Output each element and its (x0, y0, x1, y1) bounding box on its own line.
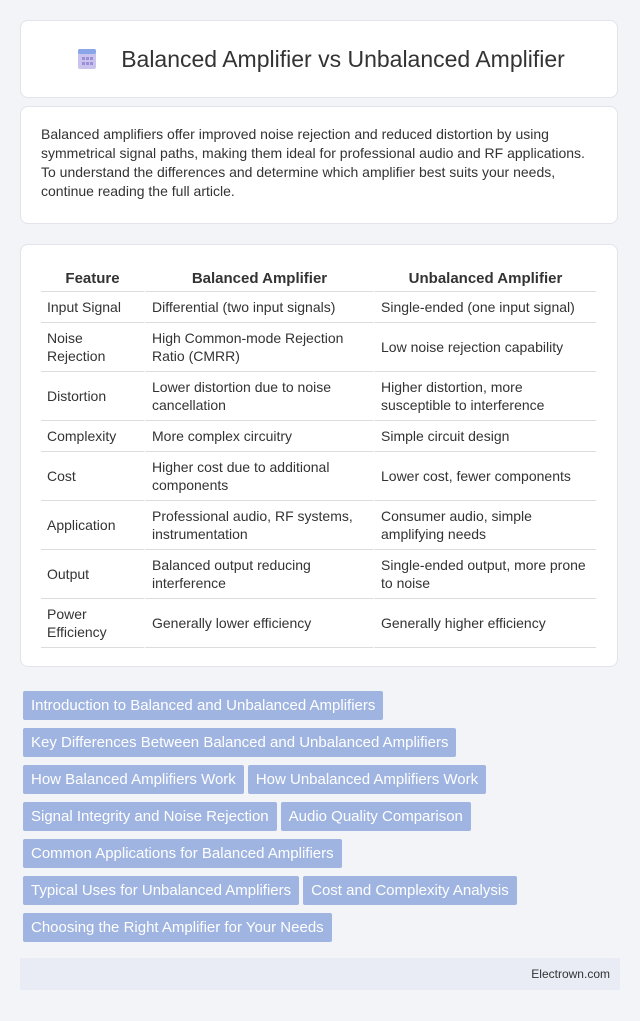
related-link[interactable]: Common Applications for Balanced Amplifiers (23, 839, 342, 868)
comparison-table-card (20, 244, 618, 667)
intro-paragraph: Balanced amplifiers offer improved noise rejection and reduced distortion by using symmetrical signal paths, making them ideal for professional audio and RF applications. To understand the differences and determine which amplifier best suits your needs, continue reading the full article. (41, 126, 585, 199)
table-cell: More complex circuitry (144, 421, 373, 452)
table-cell: Noise Rejection (41, 323, 144, 372)
table-header-row (41, 265, 596, 292)
table-cell: Generally higher efficiency (373, 599, 596, 648)
table-cell: Higher distortion, more susceptible to interference (373, 372, 596, 421)
table-cell: Balanced output reducing interference (144, 550, 373, 599)
table-cell: Lower cost, fewer components (373, 452, 596, 501)
table-row (41, 421, 596, 452)
related-link[interactable]: How Balanced Amplifiers Work (23, 765, 244, 794)
table-cell: Single-ended output, more prone to noise (373, 550, 596, 599)
related-link[interactable]: Key Differences Between Balanced and Unbalanced Amplifiers (23, 728, 456, 757)
comparison-table (41, 265, 596, 648)
table-cell: Distortion (41, 372, 144, 421)
column-header: Feature (41, 265, 144, 292)
table-cell: Consumer audio, simple amplifying needs (373, 501, 596, 550)
table-cell: Output (41, 550, 144, 599)
table-cell: Input Signal (41, 292, 144, 323)
table-row (41, 452, 596, 501)
table-cell: Application (41, 501, 144, 550)
document-icon (73, 45, 101, 73)
table-row (41, 550, 596, 599)
table-row (41, 501, 596, 550)
table-row (41, 292, 596, 323)
table-cell: Complexity (41, 421, 144, 452)
table-cell: Higher cost due to additional components (144, 452, 373, 501)
footer (20, 958, 620, 990)
table-row (41, 323, 596, 372)
table-cell: Professional audio, RF systems, instrumentation (144, 501, 373, 550)
column-header: Unbalanced Amplifier (373, 265, 596, 292)
table-row (41, 599, 596, 648)
related-link[interactable]: How Unbalanced Amplifiers Work (248, 765, 486, 794)
table-cell: Simple circuit design (373, 421, 596, 452)
table-cell: High Common-mode Rejection Ratio (CMRR) (144, 323, 373, 372)
table-cell: Single-ended (one input signal) (373, 292, 596, 323)
table-cell: Differential (two input signals) (144, 292, 373, 323)
table-row (41, 372, 596, 421)
table-cell: Cost (41, 452, 144, 501)
table-cell: Generally lower efficiency (144, 599, 373, 648)
related-link[interactable]: Choosing the Right Amplifier for Your Needs (23, 913, 332, 942)
footer-site-name[interactable]: Electrown.com (531, 967, 610, 981)
related-link[interactable]: Audio Quality Comparison (281, 802, 471, 831)
table-cell: Lower distortion due to noise cancellation (144, 372, 373, 421)
related-link[interactable]: Cost and Complexity Analysis (303, 876, 517, 905)
column-header: Balanced Amplifier (144, 265, 373, 292)
related-link[interactable]: Introduction to Balanced and Unbalanced Amplifiers (23, 691, 383, 720)
related-link[interactable]: Signal Integrity and Noise Rejection (23, 802, 277, 831)
intro-card (20, 106, 618, 224)
table-cell: Power Efficiency (41, 599, 144, 648)
title-card (20, 20, 618, 98)
table-cell: Low noise rejection capability (373, 323, 596, 372)
related-link[interactable]: Typical Uses for Unbalanced Amplifiers (23, 876, 299, 905)
related-links (23, 691, 603, 950)
page-title: Balanced Amplifier vs Unbalanced Amplifier (121, 45, 565, 72)
